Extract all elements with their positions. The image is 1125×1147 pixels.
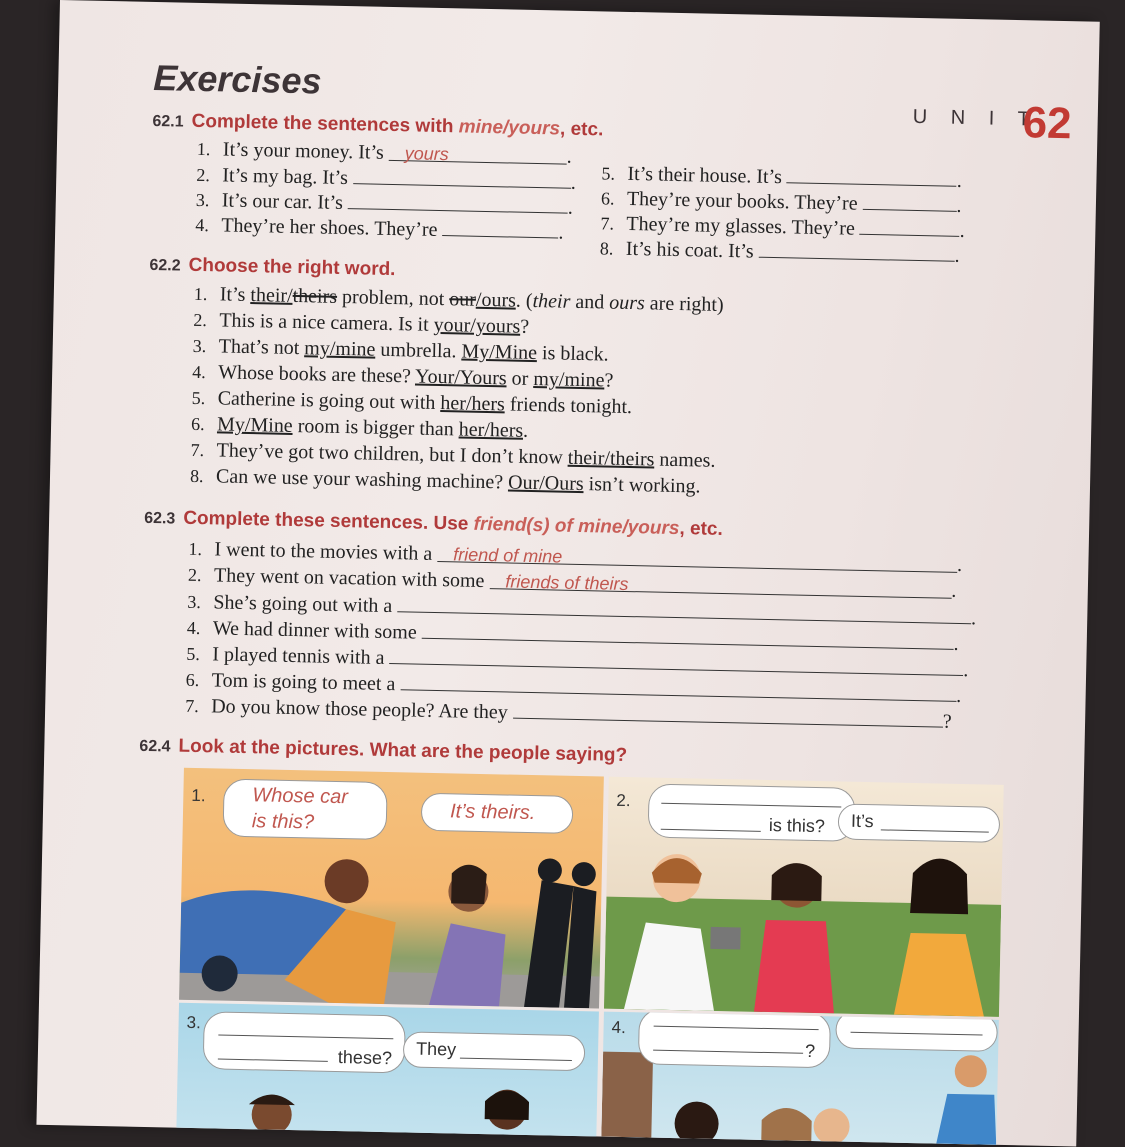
ex1-item-7: 7. They’re my glasses. They’re . — [600, 212, 966, 242]
workbook-page — [36, 0, 1099, 1147]
ex2-choice[interactable]: Your/Yours — [414, 365, 507, 390]
ex1-answer-1[interactable]: yours — [389, 143, 567, 165]
speech-bubble-1a: Whose car is this? — [223, 779, 388, 840]
unit-label: U N I T — [912, 105, 1039, 131]
panel-2-number: 2. — [616, 790, 631, 811]
ex1-answer-2[interactable] — [353, 166, 571, 189]
picture-panel-2 — [604, 777, 1004, 1017]
panel-3-number: 3. — [186, 1012, 202, 1033]
unit-number: 62 — [1022, 98, 1073, 149]
ex2-item-7: 7. They’ve got two children, but I don’t know their/theirs names. — [190, 439, 716, 472]
ex3-answer-2[interactable]: friends of theirs — [489, 571, 951, 599]
ex2-item-5: 5. Catherine is going out with her/hers friends tonight. — [191, 387, 633, 419]
ex1-item-5: 5. It’s their house. It’s . — [601, 162, 963, 192]
ex2-choice[interactable]: my/mine — [533, 367, 605, 392]
ex2-item-4: 4. Whose books are these? Your/Yours or my/mine? — [192, 361, 614, 392]
ex2-item-6: 6. My/Mine room is bigger than her/hers. — [190, 413, 529, 442]
ex1-item-6: 6. They’re your books. They’re . — [600, 187, 962, 217]
ex3-item-1: 1. I went to the movies with a friend of mine . — [188, 538, 963, 577]
exercise-62-3-heading: 62.3 Complete these sentences. Use friend(s) of mine/yours, etc. — [143, 507, 723, 540]
ex3-item-7: 7. Do you know those people? Are they ? — [185, 695, 952, 733]
picture-panel-1 — [179, 768, 604, 1009]
ex1-answer-4[interactable] — [442, 218, 558, 238]
ex1-item-8: 8. It’s his coat. It’s . — [599, 237, 960, 267]
ex1-item-1: 1. It’s your money. It’s yours . — [196, 138, 572, 168]
speech-bubble-4b — [835, 1012, 998, 1052]
ex2-choice[interactable]: My/Mine — [216, 413, 293, 437]
speech-bubble-4a: ? — [638, 1012, 831, 1069]
ex3-item-6: 6. Tom is going to meet a . — [185, 669, 962, 708]
ex1-item-4: 4. They’re her shoes. They’re . — [195, 214, 564, 244]
ex2-choice[interactable]: her/hers — [458, 418, 524, 442]
ex3-item-4: 4. We had dinner with some . — [186, 617, 959, 655]
speech-bubble-2b: It’s — [838, 803, 1001, 842]
speech-bubble-1b: It’s theirs. — [421, 793, 574, 834]
picture-panel-3 — [176, 1003, 599, 1137]
ex2-item-8: 8. Can we use your washing machine? Our/Ours isn’t working. — [189, 465, 701, 498]
exercise-62-1-heading: 62.1 Complete the sentences with mine/yours, etc. — [152, 110, 604, 141]
speech-bubble-3a: these? — [203, 1011, 406, 1073]
panel-1-number: 1. — [191, 785, 206, 806]
ex1-answer-7[interactable] — [860, 217, 960, 237]
ex2-choice[interactable]: My/Mine — [461, 340, 538, 365]
ex3-item-3: 3. She’s going out with a . — [187, 591, 977, 630]
exercise-62-2-heading: 62.2 Choose the right word. — [149, 254, 396, 281]
ex1-answer-6[interactable] — [862, 192, 956, 212]
ex2-choice[interactable]: her/hers — [440, 392, 506, 416]
ex2-choice[interactable]: Our/Ours — [507, 471, 584, 496]
ex3-item-5: 5. I played tennis with a . — [186, 643, 969, 682]
page-title: Exercises — [152, 56, 322, 102]
speech-bubble-2a: is this? — [648, 784, 856, 842]
panel-4-number: 4. — [611, 1017, 626, 1038]
ex2-choice[interactable]: your/yours — [433, 313, 521, 338]
ex2-choice[interactable]: my/mine — [304, 337, 376, 361]
ex2-item-2: 2. This is a nice camera. Is it your/yours? — [193, 309, 530, 338]
ex3-item-2: 2. They went on vacation with some friends of theirs . — [187, 564, 957, 602]
exercise-62-4-heading: 62.4 Look at the pictures. What are the people saying? — [139, 735, 628, 767]
ex1-answer-3[interactable] — [348, 191, 568, 214]
ex2-choice[interactable]: their/theirs — [567, 446, 655, 471]
ex1-answer-5[interactable] — [787, 165, 957, 187]
ex2-item-1: 1. It’s their/theirs problem, not our/ours. (their and ours are right) — [193, 283, 724, 316]
ex1-answer-8[interactable] — [759, 240, 955, 262]
ex3-answer-1[interactable]: friend of mine — [437, 544, 957, 573]
speech-bubble-3b: They — [403, 1031, 586, 1071]
ex1-item-2: 2. It’s my bag. It’s . — [196, 164, 577, 194]
ex2-item-3: 3. That’s not my/mine umbrella. My/Mine is black. — [192, 335, 609, 366]
ex1-item-3: 3. It’s our car. It’s . — [195, 189, 574, 219]
